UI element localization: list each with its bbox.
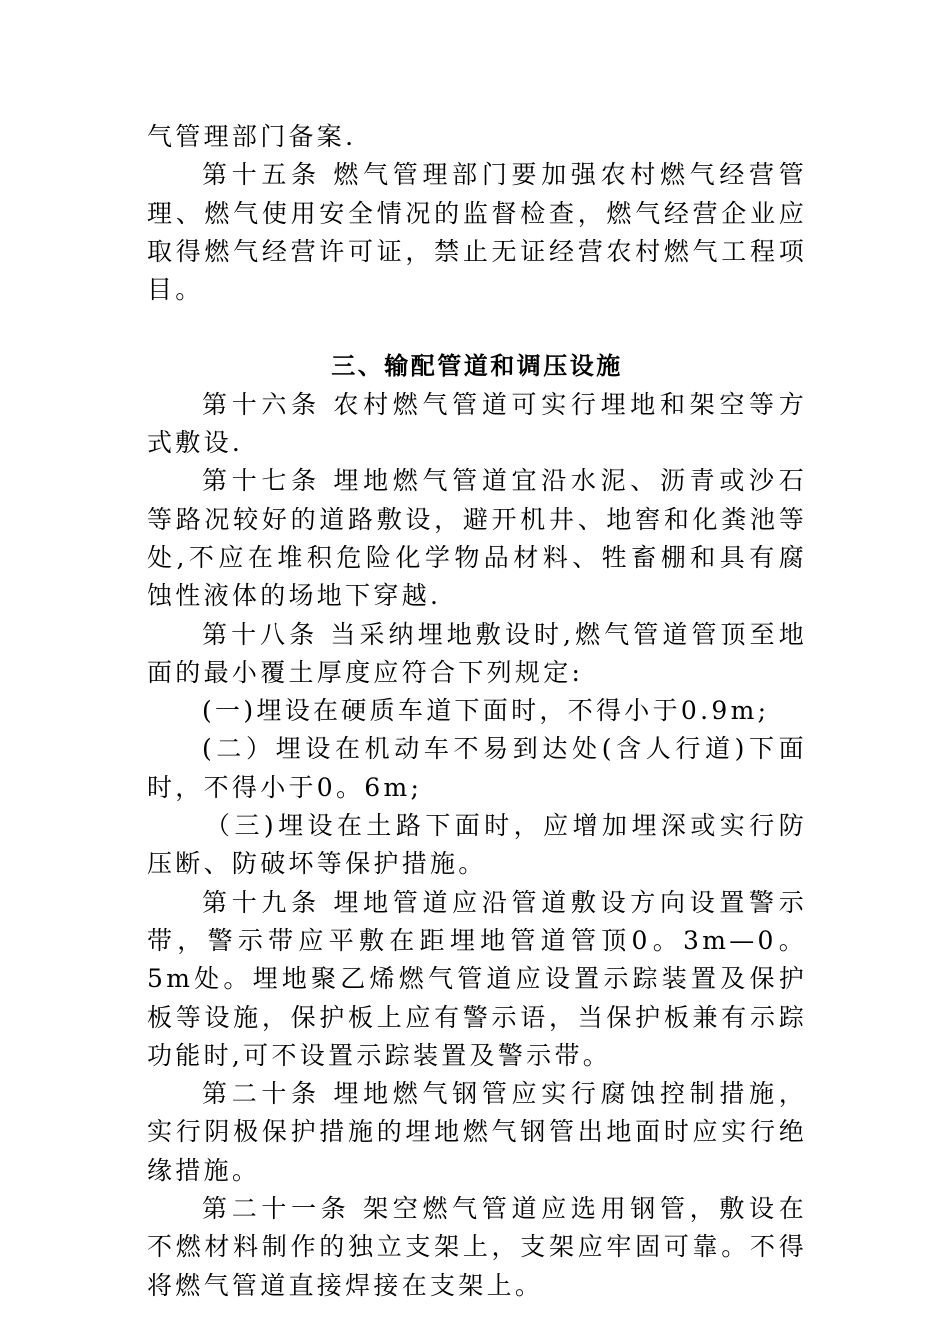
article-20-paragraph: 第二十条 埋地燃气钢管应实行腐蚀控制措施，实行阴极保护措施的埋地燃气钢管出地面时应实行绝缘措施。 (147, 1079, 807, 1185)
article-18-item-1: (一)埋设在硬质车道下面时，不得小于0.9m; (202, 696, 770, 726)
article-17-paragraph: 第十七条 埋地燃气管道宜沿水泥、沥青或沙石等路况较好的道路敷设，避开机井、地窖和化粪池等处,不应在堆积危险化学物品材料、牲畜棚和具有腐蚀性液体的场地下穿越. (147, 466, 807, 611)
article-18-item-2: (二）埋设在机动车不易到达处(含人行道)下面时，不得小于0。6m; (147, 734, 807, 802)
article-18-paragraph: 第十八条 当采纳埋地敷设时,燃气管道管顶至地面的最小覆土厚度应符合下列规定: (147, 619, 807, 687)
document-body (147, 118, 807, 1305)
article-15-paragraph: 第十五条 燃气管理部门要加强农村燃气经营管理、燃气使用安全情况的监督检查，燃气经营企业应取得燃气经营许可证，禁止无证经营农村燃气工程项目。 (147, 160, 807, 305)
article-16-paragraph: 第十六条 农村燃气管道可实行埋地和架空等方式敷设. (147, 389, 807, 458)
article-19-paragraph: 第十九条 埋地管道应沿管道敷设方向设置警示带，警示带应平敷在距埋地管道管顶0。3m—0。5m处。埋地聚乙烯燃气管道应设置示踪装置及保护板等设施，保护板上应有警示语，当保护板兼有示踪功能时,可不设置示踪装置及警示带。 (147, 887, 807, 1070)
article-18-item-3: （三)埋设在土路下面时，应增加埋深或实行防压断、防破坏等保护措施。 (147, 811, 807, 879)
paragraph-continuation: 气管理部门备案. (147, 122, 357, 151)
section-heading: 三、输配管道和调压设施 (331, 352, 623, 381)
article-21-paragraph: 第二十一条 架空燃气管道应选用钢管，敷设在不燃材料制作的独立支架上，支架应牢固可靠。不得将燃气管道直接焊接在支架上。 (147, 1194, 807, 1300)
